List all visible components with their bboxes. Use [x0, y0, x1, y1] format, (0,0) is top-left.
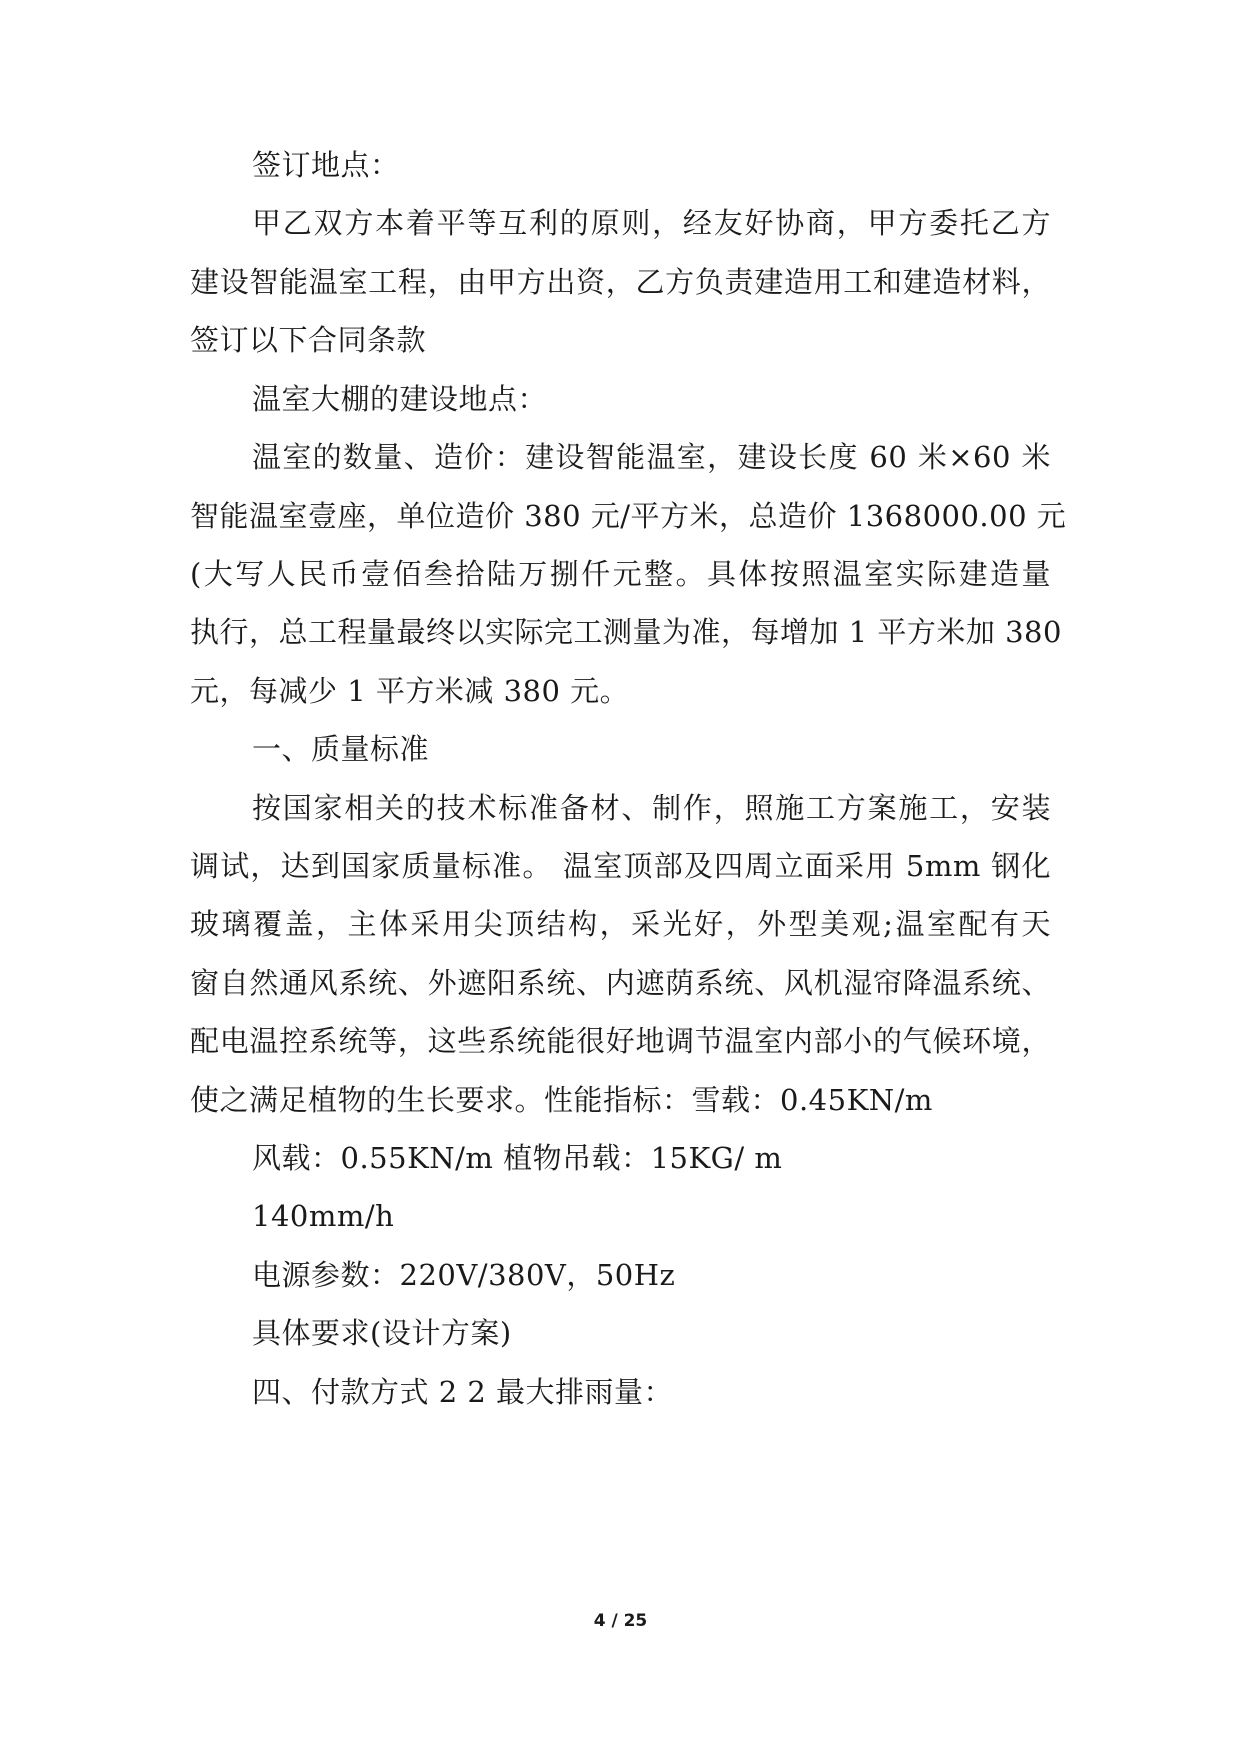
- text-line: 风载：0.55KN/m 植物吊载：15KG/ m: [252, 1141, 783, 1175]
- text-line: 按国家相关的技术标准备材、制作，照施工方案施工，安装: [252, 791, 1051, 825]
- text-line: 调试，达到国家质量标准。 温室顶部及四周立面采用 5mm 钢化: [190, 849, 1051, 883]
- text-line: 配电温控系统等，这些系统能很好地调节温室内部小的气候环境，: [190, 1024, 1051, 1058]
- page-number: 4 / 25: [593, 1611, 648, 1631]
- text-line: 玻璃覆盖，主体采用尖顶结构，采光好，外型美观;温室配有天: [190, 907, 1051, 941]
- section-heading: 一、质量标准: [252, 732, 430, 766]
- text-line: 温室大棚的建设地点：: [252, 382, 548, 416]
- text-line: 智能温室壹座，单位造价 380 元/平方米，总造价 1368000.00 元: [190, 499, 1067, 533]
- text-line: 元，每减少 1 平方米减 380 元。: [190, 674, 630, 708]
- text-line: 使之满足植物的生长要求。性能指标：雪载：0.45KN/m: [190, 1083, 933, 1117]
- text-line: 签订地点：: [252, 148, 400, 182]
- text-line: 电源参数：220V/380V，50Hz: [252, 1258, 676, 1292]
- text-line: 温室的数量、造价：建设智能温室，建设长度 60 米×60 米: [252, 440, 1051, 474]
- text-line: 执行，总工程量最终以实际完工测量为准，每增加 1 平方米加 380: [190, 615, 1062, 649]
- section-heading: 四、付款方式 2 2 最大排雨量：: [252, 1375, 674, 1409]
- text-line: 建设智能温室工程，由甲方出资，乙方负责建造用工和建造材料，: [190, 265, 1051, 299]
- text-line: (大写人民币壹佰叁拾陆万捌仟元整。具体按照温室实际建造量: [190, 557, 1051, 591]
- text-line: 140mm/h: [252, 1199, 395, 1233]
- text-line: 具体要求(设计方案): [252, 1316, 512, 1350]
- text-line: 窗自然通风系统、外遮阳系统、内遮荫系统、风机湿帘降温系统、: [190, 966, 1051, 1000]
- text-line: 甲乙双方本着平等互利的原则，经友好协商，甲方委托乙方: [252, 206, 1051, 240]
- text-line: 签订以下合同条款: [190, 323, 427, 357]
